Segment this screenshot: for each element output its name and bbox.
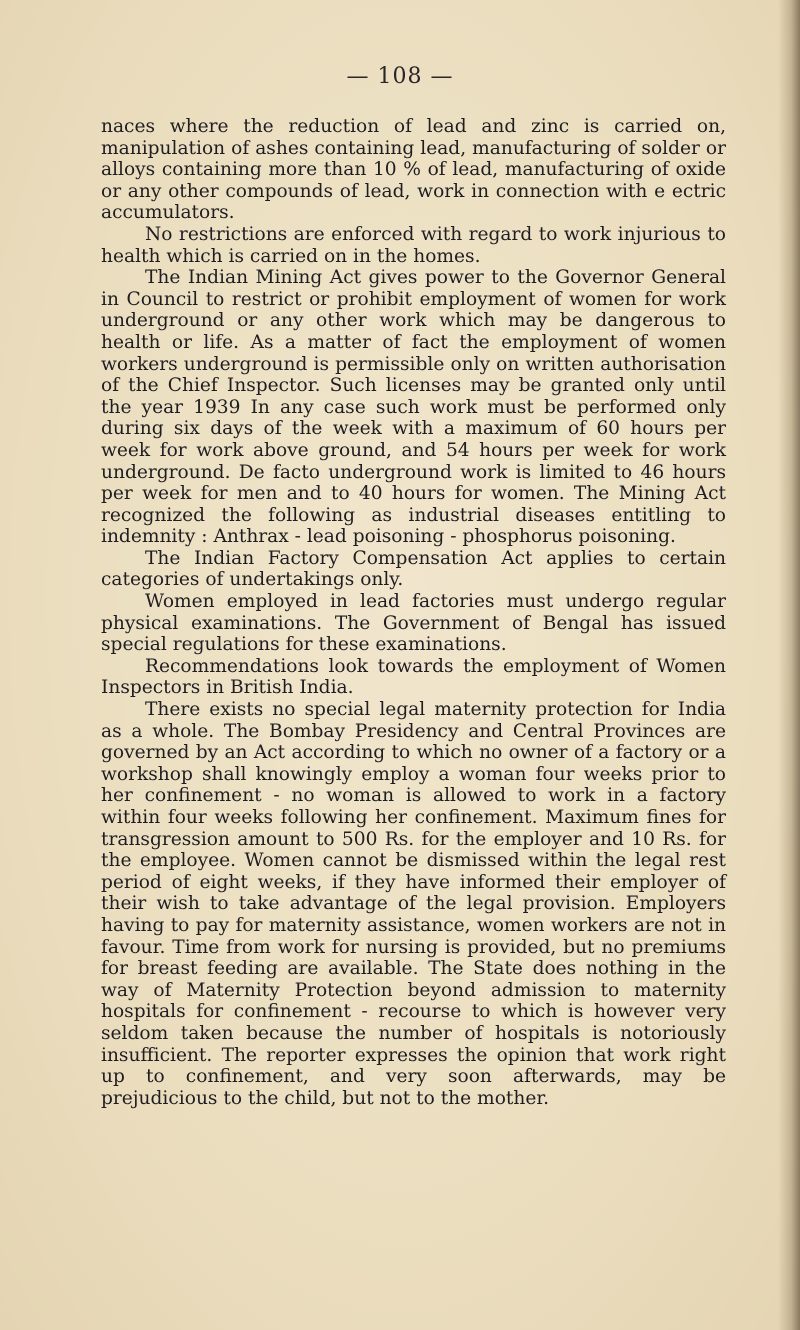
paragraph-mining-act: The Indian Mining Act gives power to the Governor General in Council to restrict or prohibit employment of women for work underground or any other work which may be dangerous to health or life. As a matter of fact the employment of women workers underground is permissible only on written authorisation of the Chief Inspector. Such licenses may be granted only until the year 1939 In any case such work must be performed only during six days of the week with a maximum of 60 hours per week for work above ground, and 54 hours per week for work underground. De facto underground work is limited to 46 hours per week for men and to 40 hours for women. The Mining Act recognized the following as industrial diseases entitling to indemnity : Anthrax - lead poisoning - phosphorus poisoning. xyxy=(101,267,726,548)
paragraph-factory-compensation: The Indian Factory Compensation Act applies to certain categories of undertakings only. xyxy=(101,547,726,591)
page-binding-shadow xyxy=(778,0,800,1330)
body-text xyxy=(101,116,726,1109)
paragraph-lead-work: naces where the reduction of lead and zinc is carried on, manipulation of ashes containing lead, manufacturing of solder or alloys containing more than 10 % of lead, manufacturing of oxide or any other compounds of lead, work in connection with e ectric accumulators. xyxy=(101,116,726,224)
paragraph-maternity-protection: There exists no special legal maternity protection for India as a whole. The Bombay Presidency and Central Provinces are governed by an Act according to which no owner of a factory or a workshop shall knowingly employ a woman four weeks prior to her confinement - no woman is allowed to work in a factory within four weeks following her confinement. Maximum fines for transgression amount to 500 Rs. for the employer and 10 Rs. for the employee. Women cannot be dismissed within the legal rest period of eight weeks, if they have informed their employer of their wish to take advantage of the legal provision. Employers having to pay for maternity assistance, women workers are not in favour. Time from work for nursing is provided, but no premiums for breast feeding are available. The State does nothing in the way of Maternity Protection beyond admission to maternity hospitals for confinement - recourse to which is however very seldom taken because the number of hospitals is notoriously insufficient. The reporter expresses the opinion that work right up to confinement, and very soon afterwards, may be prejudicious to the child, but not to the mother. xyxy=(101,699,726,1109)
paragraph-women-inspectors: Recommendations look towards the employment of Women Inspectors in British India. xyxy=(101,655,726,699)
paragraph-home-work: No restrictions are enforced with regard to work injurious to health which is carried on in the homes. xyxy=(101,223,726,267)
paragraph-lead-factories: Women employed in lead factories must undergo regular physical examinations. The Government of Bengal has issued special regulations for these examinations. xyxy=(101,591,726,656)
page-number: — 108 — xyxy=(346,64,454,89)
